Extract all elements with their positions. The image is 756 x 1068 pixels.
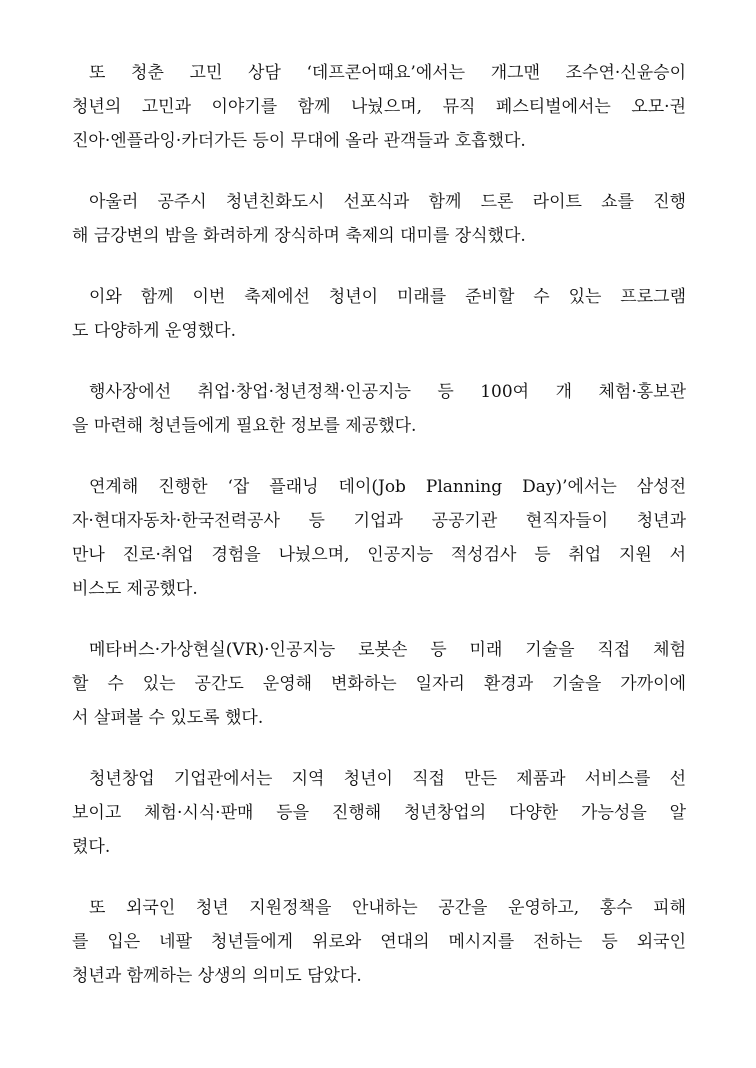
text-line: 또 청춘 고민 상담 ‘데프콘어때요’에서는 개그맨 조수연·신윤승이 [89,63,686,83]
text-line: 자·현대자동차·한국전력공사 등 기업과 공공기관 현직자들이 청년과 [72,511,686,531]
text-line: 해 금강변의 밤을 화려하게 장식하며 축제의 대미를 장식했다. [72,226,526,246]
text-line: 도 다양하게 운영했다. [72,321,237,341]
text-line: 렸다. [72,837,111,857]
text-line: 청년의 고민과 이야기를 함께 나눴으며, 뮤직 페스티벌에서는 오모·권 [72,97,686,117]
text-line: 할 수 있는 공간도 운영해 변화하는 일자리 환경과 기술을 가까이에 [72,674,686,694]
text-line: 서 살펴볼 수 있도록 했다. [72,708,264,728]
paragraph-4 [72,375,686,443]
text-line: 메타버스·가상현실(VR)·인공지능 로봇손 등 미래 기술을 직접 체험 [89,640,686,660]
paragraph-2 [72,185,686,253]
text-line: 이와 함께 이번 축제에선 청년이 미래를 준비할 수 있는 프로그램 [89,287,686,307]
text-line: 청년과 함께하는 상생의 의미도 담았다. [72,966,362,986]
text-line: 만나 진로·취업 경험을 나눴으며, 인공지능 적성검사 등 취업 지원 서 [72,545,686,565]
text-line: 를 입은 네팔 청년들에게 위로와 연대의 메시지를 전하는 등 외국인 [72,932,686,952]
text-line: 을 마련해 청년들에게 필요한 정보를 제공했다. [72,416,417,436]
paragraph-3 [72,280,686,348]
text-line: 행사장에선 취업·창업·청년정책·인공지능 등 100여 개 체험·홍보관 [89,382,686,402]
text-line: 또 외국인 청년 지원정책을 안내하는 공간을 운영하고, 홍수 피해 [89,898,686,918]
paragraph-8 [72,891,686,993]
text-line: 연계해 진행한 ‘잡 플래닝 데이(Job Planning Day)’에서는 삼성전 [89,477,686,497]
text-line: 청년창업 기업관에서는 지역 청년이 직접 만든 제품과 서비스를 선 [89,769,686,789]
paragraph-5 [72,470,686,606]
text-line: 비스도 제공했다. [72,579,198,599]
text-line: 아울러 공주시 청년친화도시 선포식과 함께 드론 라이트 쇼를 진행 [89,192,686,212]
paragraph-6 [72,633,686,735]
article-body [72,56,686,1020]
paragraph-1 [72,56,686,158]
paragraph-7 [72,762,686,864]
text-line: 진아·엔플라잉·카더가든 등이 무대에 올라 관객들과 호흡했다. [72,131,526,151]
text-line: 보이고 체험·시식·판매 등을 진행해 청년창업의 다양한 가능성을 알 [72,803,686,823]
